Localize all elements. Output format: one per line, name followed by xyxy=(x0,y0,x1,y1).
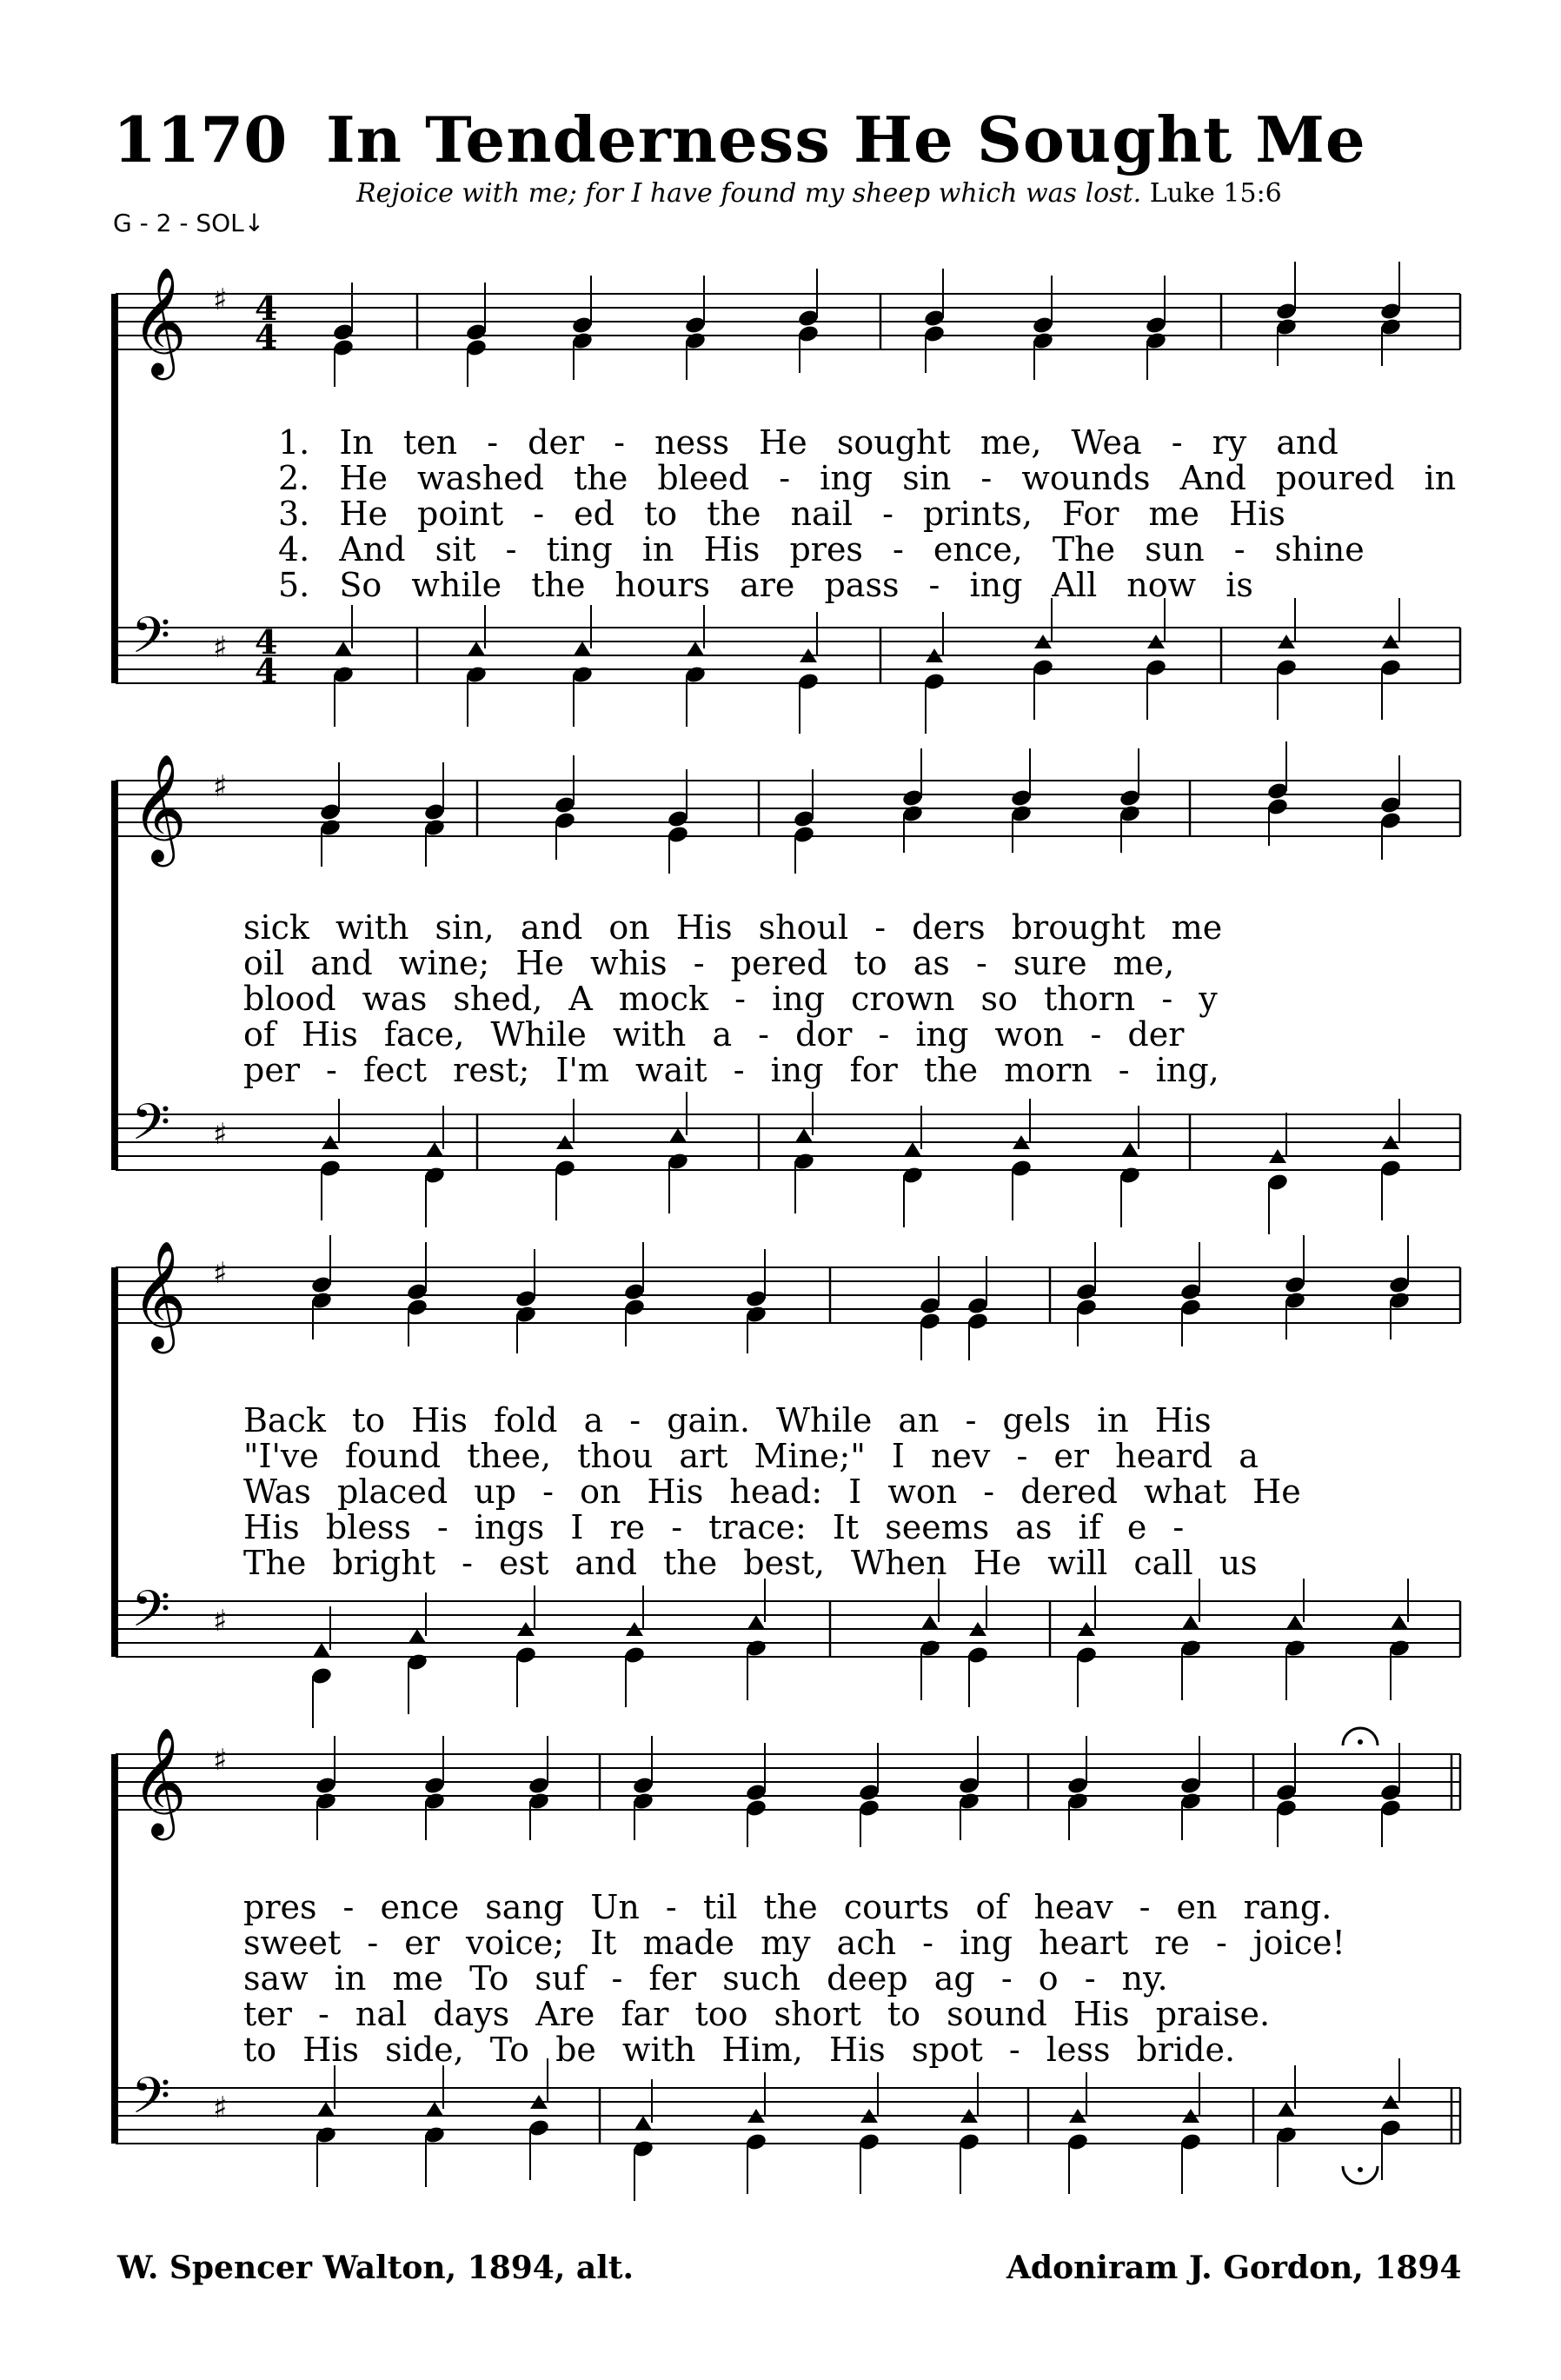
treble-clef: 𝄞 xyxy=(131,267,187,376)
bass-note xyxy=(1066,2072,1089,2194)
bass-clef: 𝄢 xyxy=(131,606,171,677)
hymn-number: 1170 xyxy=(113,103,288,176)
treble-clef: 𝄞 xyxy=(131,1240,187,1349)
bass-note xyxy=(684,605,707,727)
treble-note xyxy=(315,1736,337,1840)
lyric-line-verse-1: sick with sin, and on His shoul - ders brought me xyxy=(243,908,1223,947)
key-indicator: G - 2 - SOL↓ xyxy=(113,209,265,237)
bass-note xyxy=(1379,1099,1402,1220)
bass-note xyxy=(632,2079,654,2201)
treble-note xyxy=(1145,276,1167,380)
bass-note xyxy=(1179,2072,1202,2194)
system-bracket xyxy=(111,1267,118,1657)
treble-clef: 𝄞 xyxy=(131,1727,187,1836)
bass-note xyxy=(797,612,820,734)
time-signature-bottom: 4 xyxy=(255,317,278,356)
lyric-line-verse-1: pres - ence sang Un - til the courts of heav - en rang. xyxy=(243,1888,1332,1926)
bass-note xyxy=(465,605,488,727)
key-signature-sharp: ♯ xyxy=(213,630,228,665)
bass-staff xyxy=(116,1579,1460,1657)
key-signature-sharp: ♯ xyxy=(213,1604,228,1639)
bass-note xyxy=(315,2065,337,2187)
bass-note xyxy=(528,2058,550,2180)
bass-staff xyxy=(116,2066,1460,2144)
bass-note xyxy=(406,1592,428,1714)
bass-note xyxy=(1119,1106,1141,1227)
key-signature-sharp: ♯ xyxy=(213,1256,228,1291)
bass-note xyxy=(423,1106,446,1227)
treble-note xyxy=(1032,276,1054,380)
system-bracket xyxy=(111,1754,118,2144)
time-signature-top: 4 xyxy=(255,289,278,328)
lyric-line-verse-3: 3. He point - ed to the nail - prints, For me His xyxy=(278,495,1285,533)
bass-note xyxy=(923,612,946,734)
lyric-line-verse-1: Back to His fold a - gain. While an - gels in His xyxy=(243,1401,1212,1439)
bass-clef: 𝄢 xyxy=(131,1093,171,1164)
bass-note xyxy=(1266,1113,1289,1234)
scripture-citation: Luke 15:6 xyxy=(1149,178,1282,209)
treble-note xyxy=(319,762,342,867)
bass-clef: 𝄢 xyxy=(131,2066,171,2137)
lyric-line-verse-5: per - fect rest; I'm wait - ing for the morn - ing, xyxy=(243,1051,1219,1089)
treble-clef: 𝄞 xyxy=(131,754,187,862)
bass-clef: 𝄢 xyxy=(131,1579,171,1651)
lyric-line-verse-4: His bless - ings I re - trace: It seems as if e - xyxy=(243,1508,1185,1546)
key-signature-sharp: ♯ xyxy=(213,283,228,317)
key-signature-sharp: ♯ xyxy=(213,2091,228,2125)
bass-note xyxy=(919,1579,941,1700)
bass-note xyxy=(310,1606,333,1728)
treble-staff xyxy=(116,754,1460,867)
scripture-text: Rejoice with me; for I have found my sheep which was lost. xyxy=(356,178,1142,209)
lyric-line-verse-4: of His face, While with a - dor - ing won - der xyxy=(243,1015,1185,1054)
lyric-line-verse-2: oil and wine; He whis - pered to as - sure me, xyxy=(243,944,1175,982)
lyric-line-verse-5: 5. So while the hours are pass - ing All now is xyxy=(278,566,1253,604)
treble-note xyxy=(684,276,707,380)
bass-staff xyxy=(116,606,1460,690)
bass-note xyxy=(1379,598,1402,720)
bass-note xyxy=(319,1099,342,1220)
treble-note xyxy=(528,1736,550,1840)
bass-note xyxy=(1275,2065,1298,2187)
bass-note xyxy=(958,2072,980,2194)
bass-note xyxy=(554,1099,576,1220)
treble-note xyxy=(423,1736,446,1840)
system-bracket xyxy=(111,781,118,1170)
bass-note xyxy=(515,1586,537,1707)
bass-note xyxy=(901,1106,924,1227)
treble-note xyxy=(745,1249,767,1353)
author-credit: W. Spencer Walton, 1894, alt. xyxy=(117,2250,634,2286)
lyric-line-verse-1: 1. In ten - der - ness He sought me, Wea - ry and xyxy=(278,423,1338,462)
bass-note xyxy=(1284,1579,1306,1700)
bass-note xyxy=(1388,1579,1411,1700)
lyric-line-verse-3: saw in me To suf - fer such deep ag - o - ny. xyxy=(243,1959,1168,1998)
bass-note xyxy=(1379,2058,1402,2180)
bass-note xyxy=(1032,598,1054,720)
treble-note xyxy=(958,1736,980,1840)
treble-note xyxy=(1066,1736,1089,1840)
bass-note xyxy=(858,2072,880,2194)
lyric-line-verse-2: "I've found thee, thou art Mine;" I nev - er heard a xyxy=(243,1437,1259,1475)
hymn-title: In Tenderness He Sought Me xyxy=(326,103,1366,176)
lyric-line-verse-4: 4. And sit - ting in His pres - ence, The sun - shine xyxy=(278,530,1365,568)
lyric-line-verse-3: blood was shed, A mock - ing crown so thorn - y xyxy=(243,980,1218,1018)
bass-note xyxy=(423,2065,446,2187)
bass-note xyxy=(966,1586,989,1707)
composer-credit: Adoniram J. Gordon, 1894 xyxy=(1006,2250,1462,2286)
lyric-line-verse-5: The bright - est and the best, When He will call us xyxy=(243,1544,1258,1582)
bass-note xyxy=(793,1092,815,1213)
lyric-line-verse-4: ter - nal days Are far too short to sound His praise. xyxy=(243,1995,1271,2033)
bass-note xyxy=(1275,598,1298,720)
lyric-line-verse-2: 2. He washed the bleed - ing sin - wounds And poured in xyxy=(278,459,1457,497)
time-signature-top: 4 xyxy=(255,622,278,661)
treble-note xyxy=(515,1249,537,1353)
treble-note xyxy=(423,762,446,867)
bass-note xyxy=(1010,1099,1033,1220)
treble-note xyxy=(632,1736,654,1840)
bass-note xyxy=(1075,1586,1098,1707)
bass-note xyxy=(1145,598,1167,720)
fermata-dot xyxy=(1358,1739,1363,1745)
system-bracket xyxy=(111,294,118,683)
bass-note xyxy=(1179,1579,1202,1700)
fermata-dot xyxy=(1358,2167,1363,2172)
lyric-line-verse-5: to His side, To be with Him, His spot - less bride. xyxy=(243,2031,1236,2069)
treble-staff xyxy=(116,267,1460,380)
key-signature-sharp: ♯ xyxy=(213,769,228,804)
bass-staff xyxy=(116,1093,1460,1170)
bass-note xyxy=(667,1092,689,1213)
bass-note xyxy=(745,1579,767,1700)
bass-note xyxy=(745,2072,767,2194)
key-signature-sharp: ♯ xyxy=(213,1117,228,1152)
key-signature-sharp: ♯ xyxy=(213,1743,228,1778)
treble-note xyxy=(571,276,594,380)
time-signature-bottom: 4 xyxy=(255,651,278,690)
bass-note xyxy=(571,605,594,727)
lyric-line-verse-2: sweet - er voice; It made my ach - ing heart re - joice! xyxy=(243,1924,1345,1962)
lyric-line-verse-3: Was placed up - on His head: I won - dered what He xyxy=(243,1473,1301,1511)
treble-note xyxy=(1179,1736,1202,1840)
bass-note xyxy=(623,1586,646,1707)
bass-note xyxy=(332,605,355,727)
